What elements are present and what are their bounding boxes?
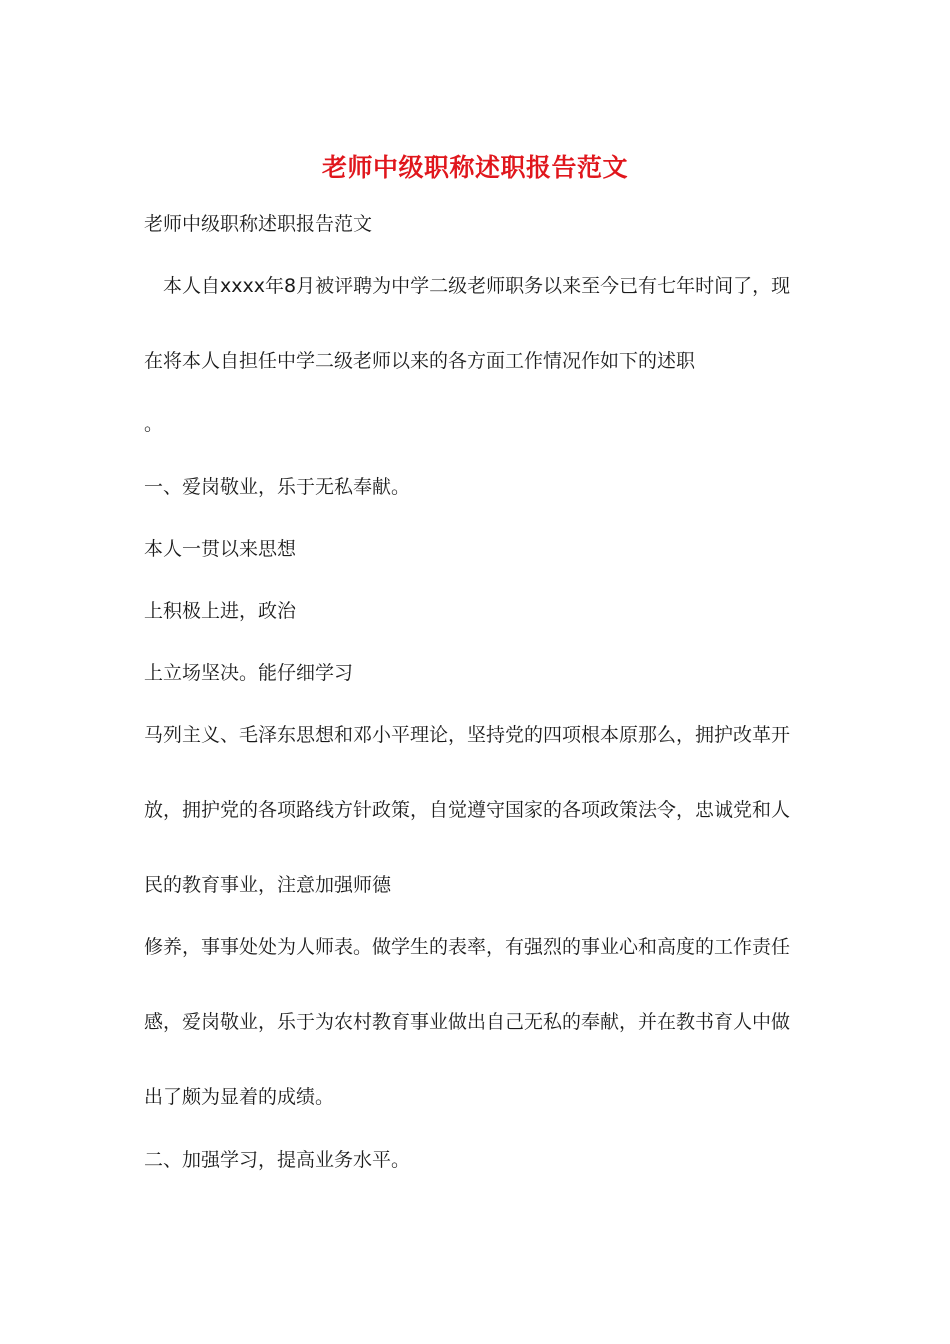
paragraph-line: 感，爱岗敬业，乐于为农村教育事业做出自己无私的奉献，并在教书育人中做 (144, 1011, 791, 1033)
paragraph-line: 放，拥护党的各项路线方针政策，自觉遵守国家的各项政策法令，忠诚党和人 (144, 799, 791, 821)
document-subtitle: 老师中级职称述职报告范文 (144, 213, 373, 235)
document-title: 老师中级职称述职报告范文 (321, 153, 628, 182)
paragraph-line: 本人一贯以来思想 (144, 538, 297, 560)
paragraph-line: 出了颇为显着的成绩。 (144, 1086, 335, 1108)
paragraph-line: 马列主义、毛泽东思想和邓小平理论，坚持党的四项根本原那么，拥护改革开 (144, 724, 791, 746)
paragraph-line: 修养，事事处处为人师表。做学生的表率，有强烈的事业心和高度的工作责任 (144, 936, 791, 958)
paragraph-line: 。 (144, 413, 164, 435)
paragraph-line: 在将本人自担任中学二级老师以来的各方面工作情况作如下的述职 (144, 350, 696, 372)
paragraph-line: 本人自xxxx年8月被评聘为中学二级老师职务以来至今已有七年时间了，现 (144, 275, 791, 297)
paragraph-line: 民的教育事业，注意加强师德 (144, 874, 392, 896)
section-heading: 一、爱岗敬业，乐于无私奉献。 (144, 476, 411, 498)
paragraph-line: 上积极上进，政治 (144, 600, 297, 622)
paragraph-line: 上立场坚决。能仔细学习 (144, 662, 354, 684)
section-heading: 二、加强学习，提高业务水平。 (144, 1149, 411, 1171)
